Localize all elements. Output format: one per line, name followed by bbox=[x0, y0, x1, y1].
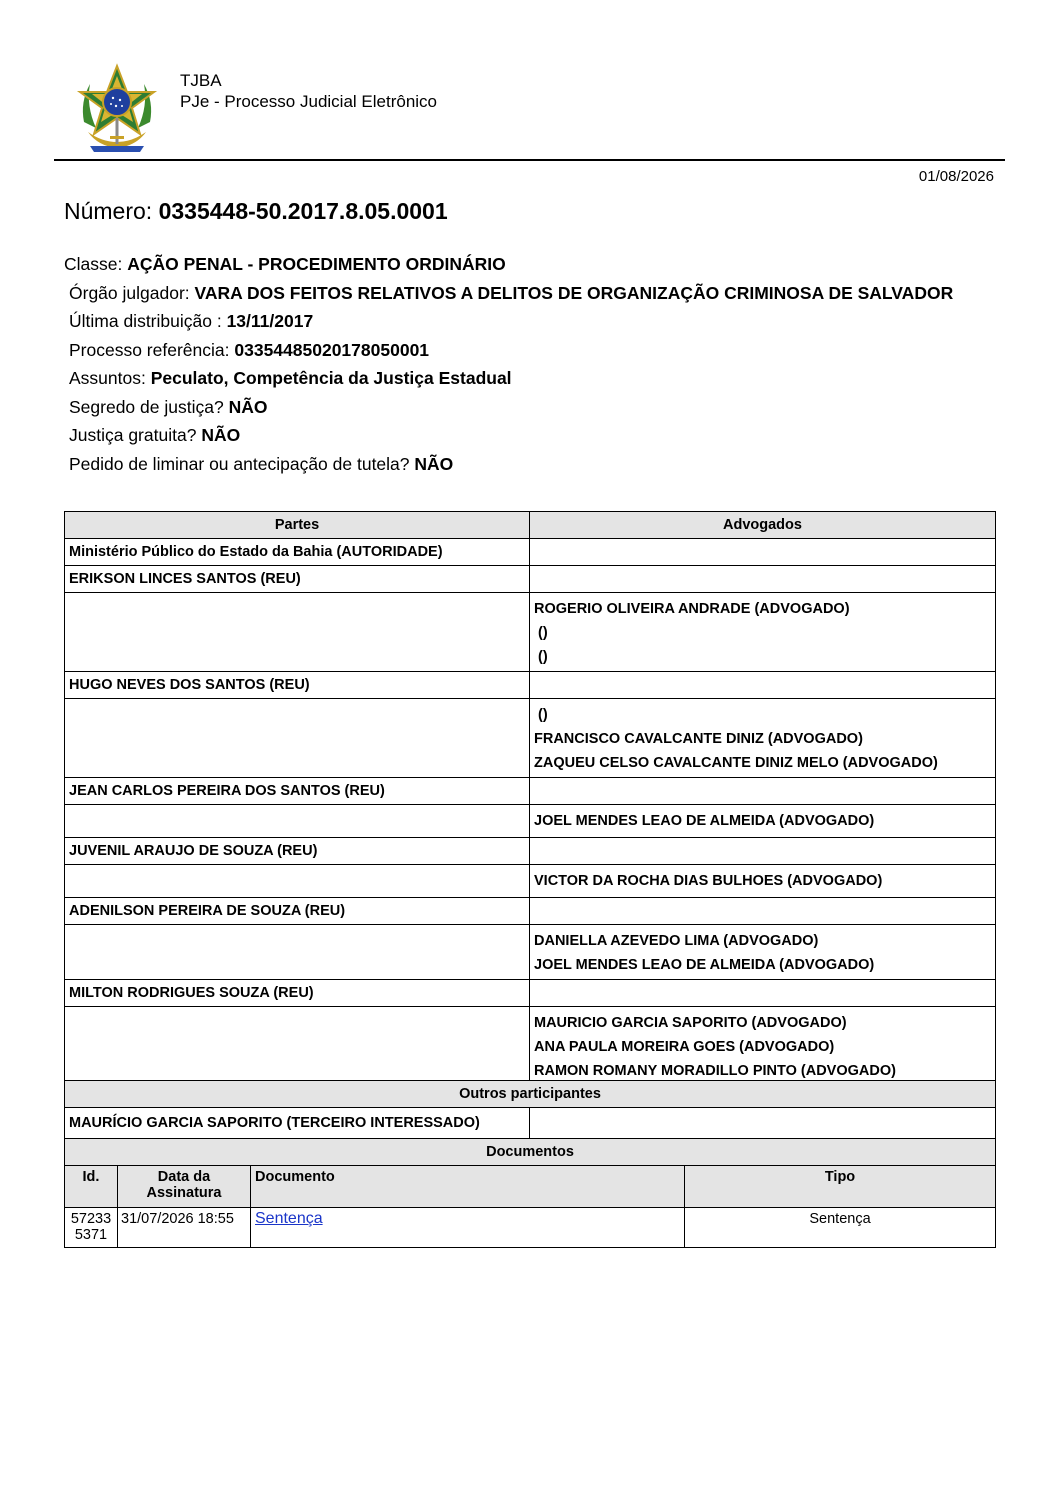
parties-table bbox=[64, 511, 996, 1086]
table-row bbox=[65, 539, 996, 566]
party-name: ERIKSON LINCES SANTOS (REU) bbox=[65, 566, 530, 593]
lawyer-name: FRANCISCO CAVALCANTE DINIZ (ADVOGADO) bbox=[534, 731, 863, 747]
other-participant-name: MAURÍCIO GARCIA SAPORITO (TERCEIRO INTERESSADO) bbox=[65, 1108, 530, 1139]
party-name: HUGO NEVES DOS SANTOS (REU) bbox=[65, 672, 530, 699]
field-distribuicao: Última distribuição : 13/11/2017 bbox=[69, 311, 314, 331]
doc-date: 31/07/2026 18:55 bbox=[118, 1208, 251, 1248]
table-row bbox=[65, 898, 996, 925]
lawyer-name: () bbox=[534, 625, 548, 641]
document-link[interactable]: Sentença bbox=[255, 1210, 323, 1227]
lawyer-name: ZAQUEU CELSO CAVALCANTE DINIZ MELO (ADVOGADO) bbox=[534, 755, 938, 771]
party-name: Ministério Público do Estado da Bahia (AUTORIDADE) bbox=[65, 539, 530, 566]
table-row bbox=[65, 593, 996, 672]
lawyers-list bbox=[530, 593, 996, 672]
party-empty bbox=[65, 593, 530, 672]
party-empty bbox=[65, 925, 530, 980]
process-number-label: Número: bbox=[64, 198, 153, 224]
party-name: MILTON RODRIGUES SOUZA (REU) bbox=[65, 980, 530, 1007]
doc-type-header: Tipo bbox=[685, 1166, 996, 1208]
lawyer-name: RAMON ROMANY MORADILLO PINTO (ADVOGADO) bbox=[534, 1063, 896, 1079]
other-participants-table bbox=[64, 1080, 996, 1139]
table-row bbox=[65, 699, 996, 778]
advogados-header: Advogados bbox=[530, 512, 996, 539]
field-classe: Classe: AÇÃO PENAL - PROCEDIMENTO ORDINÁRIO bbox=[64, 254, 506, 274]
party-lawyers-empty bbox=[530, 778, 996, 805]
party-empty bbox=[65, 865, 530, 898]
party-name: JEAN CARLOS PEREIRA DOS SANTOS (REU) bbox=[65, 778, 530, 805]
table-row bbox=[65, 1007, 996, 1086]
party-lawyers-empty bbox=[530, 838, 996, 865]
party-empty bbox=[65, 805, 530, 838]
lawyer-name: VICTOR DA ROCHA DIAS BULHOES (ADVOGADO) bbox=[534, 873, 883, 889]
doc-id-header: Id. bbox=[65, 1166, 118, 1208]
doc-type: Sentença bbox=[685, 1208, 996, 1248]
lawyers-list bbox=[530, 805, 996, 838]
lawyer-name: DANIELLA AZEVEDO LIMA (ADVOGADO) bbox=[534, 933, 819, 949]
doc-name bbox=[251, 1208, 685, 1248]
party-empty bbox=[65, 699, 530, 778]
partes-header: Partes bbox=[65, 512, 530, 539]
process-number-value: 0335448-50.2017.8.05.0001 bbox=[158, 198, 448, 224]
table-row bbox=[65, 1208, 996, 1248]
system-name: PJe - Processo Judicial Eletrônico bbox=[180, 92, 438, 111]
lawyer-name: MAURICIO GARCIA SAPORITO (ADVOGADO) bbox=[534, 1015, 847, 1031]
table-row bbox=[65, 925, 996, 980]
lawyer-name: JOEL MENDES LEAO DE ALMEIDA (ADVOGADO) bbox=[534, 813, 875, 829]
party-lawyers-empty bbox=[530, 980, 996, 1007]
party-name: JUVENIL ARAUJO DE SOUZA (REU) bbox=[65, 838, 530, 865]
process-details bbox=[64, 250, 994, 478]
table-row bbox=[65, 865, 996, 898]
table-header-row bbox=[65, 512, 996, 539]
table-row bbox=[65, 672, 996, 699]
field-orgao: Órgão julgador: VARA DOS FEITOS RELATIVOS A DELITOS DE ORGANIZAÇÃO CRIMINOSA DE SALVADOR bbox=[69, 282, 954, 303]
coat-of-arms-icon bbox=[74, 62, 160, 156]
lawyers-list bbox=[530, 865, 996, 898]
lawyers-list bbox=[530, 1007, 996, 1086]
party-lawyers-empty bbox=[530, 566, 996, 593]
document-date: 01/08/2026 bbox=[918, 168, 994, 185]
table-row bbox=[65, 838, 996, 865]
documents-header-row bbox=[65, 1166, 996, 1208]
lawyer-name: ANA PAULA MOREIRA GOES (ADVOGADO) bbox=[534, 1039, 835, 1055]
field-referencia: Processo referência: 03354485020178050001 bbox=[69, 339, 430, 360]
documents-title: Documentos bbox=[65, 1139, 996, 1166]
doc-id: 572335371 bbox=[65, 1208, 118, 1248]
field-segredo: Segredo de justiça? NÃO bbox=[69, 396, 268, 417]
doc-date-header: Data da Assinatura bbox=[118, 1166, 251, 1208]
process-number bbox=[64, 198, 448, 225]
party-lawyers-empty bbox=[530, 539, 996, 566]
party-name: ADENILSON PEREIRA DE SOUZA (REU) bbox=[65, 898, 530, 925]
header-divider bbox=[54, 159, 1005, 161]
field-gratuita: Justiça gratuita? NÃO bbox=[69, 425, 241, 445]
parties-table-body bbox=[65, 539, 996, 1086]
party-lawyers-empty bbox=[530, 898, 996, 925]
lawyers-list bbox=[530, 925, 996, 980]
other-participants-title: Outros participantes bbox=[65, 1081, 996, 1108]
table-row bbox=[65, 980, 996, 1007]
lawyer-name: () bbox=[534, 649, 548, 665]
doc-name-header: Documento bbox=[251, 1166, 685, 1208]
other-participant-empty bbox=[530, 1108, 996, 1139]
party-empty bbox=[65, 1007, 530, 1086]
field-liminar: Pedido de liminar ou antecipação de tutela? NÃO bbox=[69, 453, 454, 474]
lawyer-name: () bbox=[534, 707, 548, 723]
table-row bbox=[65, 566, 996, 593]
table-row bbox=[65, 778, 996, 805]
table-row bbox=[65, 805, 996, 838]
lawyer-name: ROGERIO OLIVEIRA ANDRADE (ADVOGADO) bbox=[534, 601, 850, 617]
party-lawyers-empty bbox=[530, 672, 996, 699]
documents-table bbox=[64, 1138, 996, 1248]
org-name: TJBA bbox=[180, 71, 222, 90]
field-assuntos: Assuntos: Peculato, Competência da Justiça Estadual bbox=[69, 368, 512, 388]
table-row bbox=[65, 1108, 996, 1139]
lawyers-list bbox=[530, 699, 996, 778]
lawyer-name: JOEL MENDES LEAO DE ALMEIDA (ADVOGADO) bbox=[534, 957, 875, 973]
